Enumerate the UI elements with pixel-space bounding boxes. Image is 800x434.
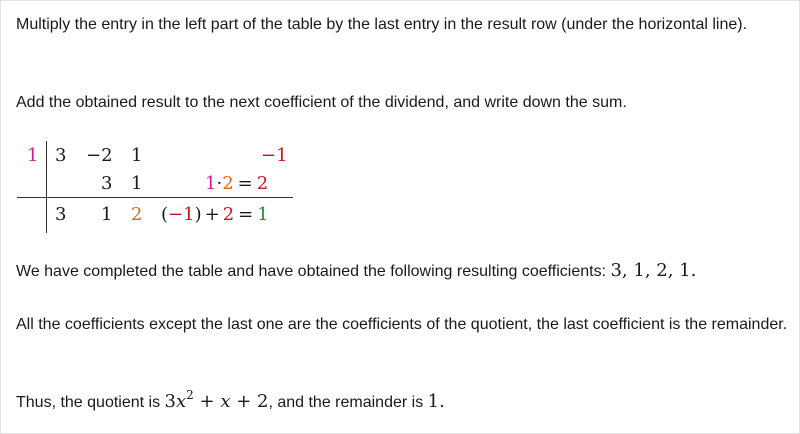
quotient-plus-1: + bbox=[193, 391, 221, 412]
product-cell-2: 1 bbox=[131, 173, 143, 194]
result-plus: + bbox=[204, 204, 220, 225]
quotient-expression bbox=[164, 388, 269, 412]
product-factor-1: 1 bbox=[205, 173, 217, 194]
conclusion-middle: , and the remainder is bbox=[268, 394, 428, 411]
result-cell-3: 2 bbox=[131, 204, 143, 225]
quotient-var-x-2: x bbox=[220, 391, 231, 412]
quotient-plus-2: + 2 bbox=[230, 391, 269, 412]
divisor-cell: 1 bbox=[27, 145, 39, 166]
product-equals: = bbox=[237, 173, 253, 194]
product-dot: · bbox=[216, 173, 223, 194]
result-close-paren: ) bbox=[194, 204, 202, 225]
conclusion-statement bbox=[16, 390, 788, 415]
result-equals: = bbox=[238, 204, 254, 225]
conclusion-prefix: Thus, the quotient is bbox=[16, 394, 165, 411]
product-factor-2: 2 bbox=[222, 173, 234, 194]
quotient-exponent: 2 bbox=[186, 388, 194, 402]
product-result: 2 bbox=[256, 173, 269, 194]
dividend-cell-4: −1 bbox=[261, 145, 288, 166]
synthetic-division-table bbox=[15, 141, 295, 233]
product-expression bbox=[205, 172, 268, 196]
remainder-value: 1 bbox=[427, 391, 440, 412]
completed-statement bbox=[16, 259, 788, 284]
multiply-instruction: Multiply the entry in the left part of the table by the last entry in the result row (under the horizontal line). bbox=[16, 16, 748, 33]
result-cell-2: 1 bbox=[101, 204, 113, 225]
table-vertical-line bbox=[46, 141, 47, 233]
explanation-text: All the coefficients except the last one are the coefficients of the quotient, the last coefficient is the remainder. bbox=[16, 316, 788, 333]
dividend-cell-2: −2 bbox=[86, 145, 113, 166]
coefficients-list: 3, 1, 2, 1 bbox=[610, 260, 691, 281]
quotient-var-x: x bbox=[175, 391, 187, 412]
completed-text: We have completed the table and have obtained the following resulting coefficients: bbox=[16, 263, 611, 280]
result-two: 2 bbox=[222, 204, 235, 225]
quotient-coefficient: 3 bbox=[164, 391, 176, 412]
conclusion-period: . bbox=[439, 391, 445, 412]
dividend-cell-3: 1 bbox=[131, 145, 143, 166]
table-horizontal-line bbox=[17, 197, 293, 198]
add-instruction: Add the obtained result to the next coefficient of the dividend, and write down the sum. bbox=[16, 94, 627, 111]
result-neg-one: −1 bbox=[168, 204, 195, 225]
result-remainder: 1 bbox=[257, 204, 269, 225]
result-cell-1: 3 bbox=[55, 204, 67, 225]
result-open-paren: ( bbox=[161, 204, 169, 225]
result-expression bbox=[161, 203, 269, 227]
completed-period: . bbox=[690, 260, 697, 281]
dividend-cell-1: 3 bbox=[55, 145, 67, 166]
product-cell-1: 3 bbox=[101, 173, 113, 194]
